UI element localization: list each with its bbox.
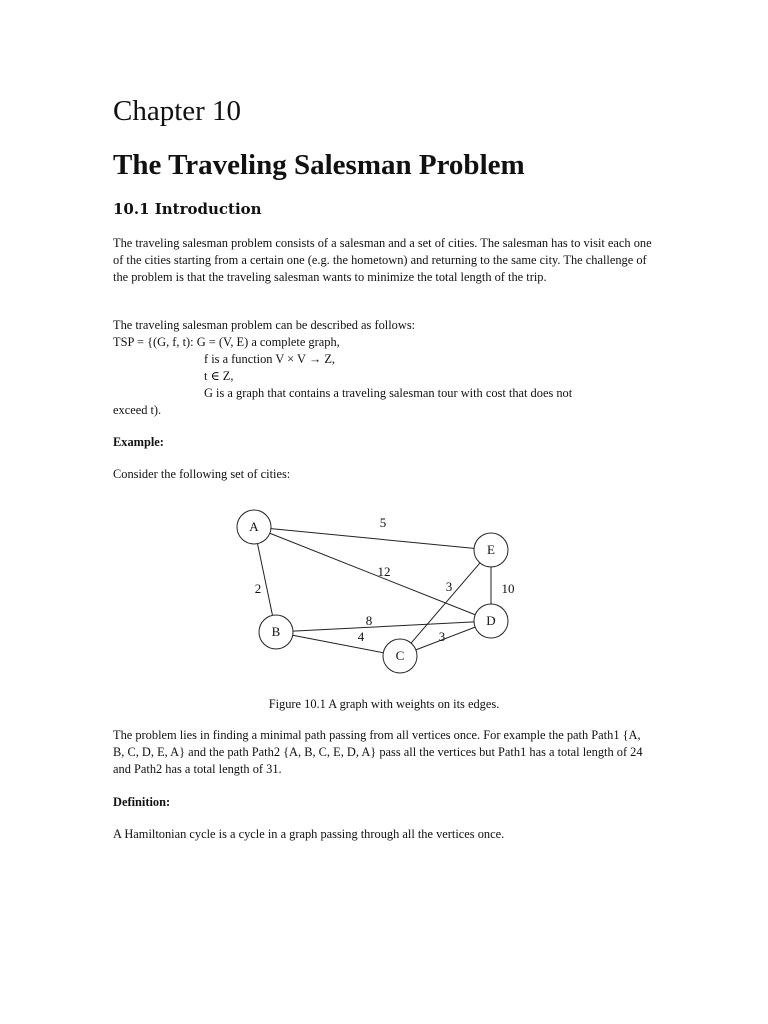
definition-label: Definition:: [113, 795, 171, 809]
graph-edge-B-D: [293, 622, 474, 631]
edge-weight-A-D: 12: [377, 563, 391, 579]
edge-weight-B-C: 4: [357, 628, 365, 644]
node-label-A: A: [249, 518, 259, 534]
edge-weight-E-D: 10: [501, 580, 515, 596]
tsp-definition-line-5: exceed t).: [113, 403, 162, 417]
example-text: Consider the following set of cities:: [113, 467, 291, 481]
graph-node-A: [237, 510, 271, 544]
tsp-definition-line-1: TSP = {(G, f, t): G = (V, E) a complete graph,: [113, 335, 340, 349]
description-lead: The traveling salesman problem can be described as follows:: [113, 318, 416, 332]
graph-edge-B-C: [293, 635, 384, 653]
node-label-D: D: [486, 612, 496, 628]
tsp-definition-line-3: t ∈ Z,: [204, 369, 234, 383]
tsp-definition-line-2: f is a function V × V → Z,: [204, 352, 336, 366]
node-label-B: B: [271, 623, 281, 639]
chapter-title: The Traveling Salesman Problem: [113, 149, 525, 181]
example-label: Example:: [113, 435, 164, 449]
edge-weight-C-D: 3: [438, 628, 446, 644]
node-label-E: E: [487, 541, 495, 557]
graph-edge-C-E: [411, 563, 480, 643]
graph-nodes: [237, 510, 508, 673]
definition-text: A Hamiltonian cycle is a cycle in a graph passing through all the vertices once.: [113, 827, 505, 841]
path-paragraph: The problem lies in finding a minimal path passing from all vertices once. For example the path Path1 {A, B, C, D, E, A} and the path Path2 {A, B, C, E, D, A} pass all the vertices but Path1 has a total length of 24 and Path2 has a total length of 31.: [113, 728, 643, 776]
edge-weight-A-B: 2: [254, 580, 262, 596]
tsp-definition-line-4: G is a graph that contains a traveling salesman tour with cost that does not: [204, 386, 573, 400]
graph-edge-A-B: [254, 544, 272, 616]
edge-weight-B-D: 8: [365, 612, 373, 628]
graph-node-E: [474, 533, 508, 567]
node-label-C: C: [395, 647, 405, 663]
graph-node-D: [474, 604, 508, 638]
edge-weight-A-E: 5: [379, 514, 387, 530]
section-heading: 10.1 Introduction: [113, 200, 262, 218]
intro-paragraph: The traveling salesman problem consists of a salesman and a set of cities. The salesman has to visit each one of the cities starting from a certain one (e.g. the hometown) and returning to the same city. The challenge of the problem is that the traveling salesman wants to minimize the total length of the trip.: [113, 236, 652, 284]
chapter-number: Chapter 10: [113, 95, 242, 127]
graph-edge-C-D: [416, 627, 475, 650]
edge-weight-C-E: 3: [445, 578, 453, 594]
graph-node-C: [383, 639, 417, 673]
graph-node-B: [259, 615, 293, 649]
figure-caption: Figure 10.1 A graph with weights on its edges.: [268, 697, 500, 711]
